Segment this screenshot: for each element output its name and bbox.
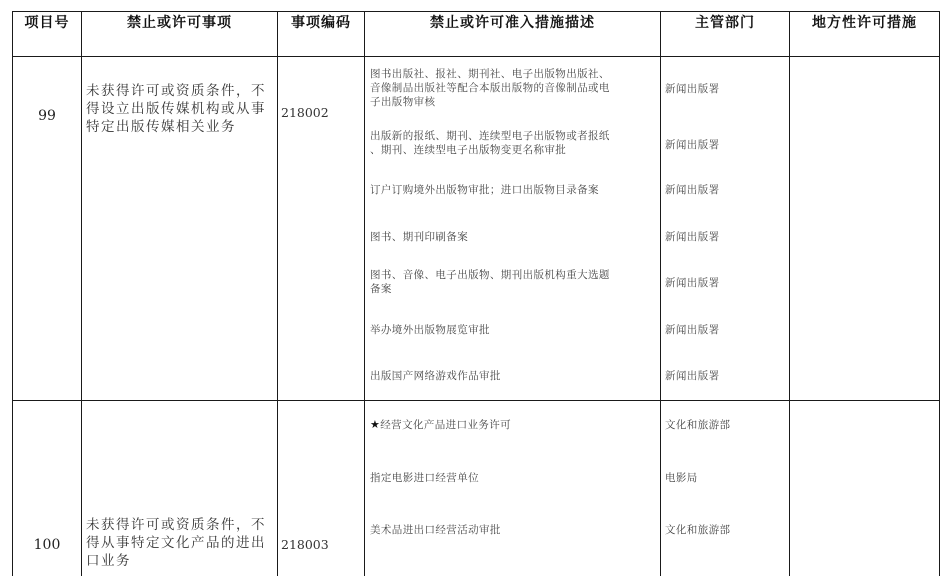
row-code-cell xyxy=(278,57,365,401)
measure-text: 举办境外出版物展览审批 xyxy=(370,324,490,336)
department-text: 文化和旅游部 xyxy=(665,419,731,431)
header-index: 项目号 xyxy=(13,12,82,57)
measure-text: 出版新的报纸、期刊、连续型电子出版物或者报纸 、期刊、连续型电子出版物变更名称审批 xyxy=(370,130,610,156)
table-row xyxy=(13,401,940,576)
measure-text: 指定电影进口经营单位 xyxy=(370,472,479,484)
row-code-cell xyxy=(278,401,365,576)
row-measures-cell xyxy=(365,401,661,576)
star-icon: ★ xyxy=(370,418,381,431)
department-text: 新闻出版署 xyxy=(665,370,720,382)
header-code: 事项编码 xyxy=(278,12,365,57)
measure-text: 图书、期刊印刷备案 xyxy=(370,231,469,243)
header-department: 主管部门 xyxy=(661,12,790,57)
row-index: 99 xyxy=(38,108,56,124)
row-index: 100 xyxy=(33,537,61,553)
row-item-cell xyxy=(82,401,278,576)
measure-text: ★经营文化产品进口业务许可 xyxy=(370,418,512,431)
measure-text: 图书出版社、报社、期刊社、电子出版物出版社、 音像制品出版社等配合本版出版物的音像制品或电 子出版物审核 xyxy=(370,68,610,108)
header-row xyxy=(13,12,940,57)
permit-table xyxy=(12,11,940,576)
row-local-measures-cell xyxy=(790,57,940,401)
department-text: 电影局 xyxy=(665,472,698,484)
measure-text: 美术品进出口经营活动审批 xyxy=(370,524,501,536)
department-text: 新闻出版署 xyxy=(665,83,720,95)
table-row xyxy=(13,57,940,401)
department-text: 新闻出版署 xyxy=(665,139,720,151)
department-text: 新闻出版署 xyxy=(665,184,720,196)
row-index-cell xyxy=(13,57,82,401)
measure-text: 图书、音像、电子出版物、期刊出版机构重大选题 备案 xyxy=(370,269,610,295)
row-code: 218002 xyxy=(281,105,329,120)
row-code: 218003 xyxy=(281,537,329,552)
row-department-cell xyxy=(661,57,790,401)
department-text: 文化和旅游部 xyxy=(665,524,731,536)
header-measures: 禁止或许可准入措施描述 xyxy=(365,12,661,57)
row-item-cell xyxy=(82,57,278,401)
measure-text: 订户订购境外出版物审批；进口出版物目录备案 xyxy=(370,184,599,196)
department-text: 新闻出版署 xyxy=(665,324,720,336)
row-item-text: 未获得许可或资质条件，不 得从事特定文化产品的进出 口业务 xyxy=(86,517,266,569)
header-local-measures: 地方性许可措施 xyxy=(790,12,940,57)
row-local-measures-cell xyxy=(790,401,940,576)
header-item: 禁止或许可事项 xyxy=(82,12,278,57)
row-department-cell xyxy=(661,401,790,576)
department-text: 新闻出版署 xyxy=(665,277,720,289)
row-index-cell xyxy=(13,401,82,576)
row-measures-cell xyxy=(365,57,661,401)
row-item-text: 未获得许可或资质条件，不 得设立出版传媒机构或从事 特定出版传媒相关业务 xyxy=(86,83,266,135)
measure-text: 出版国产网络游戏作品审批 xyxy=(370,370,501,382)
department-text: 新闻出版署 xyxy=(665,231,720,243)
